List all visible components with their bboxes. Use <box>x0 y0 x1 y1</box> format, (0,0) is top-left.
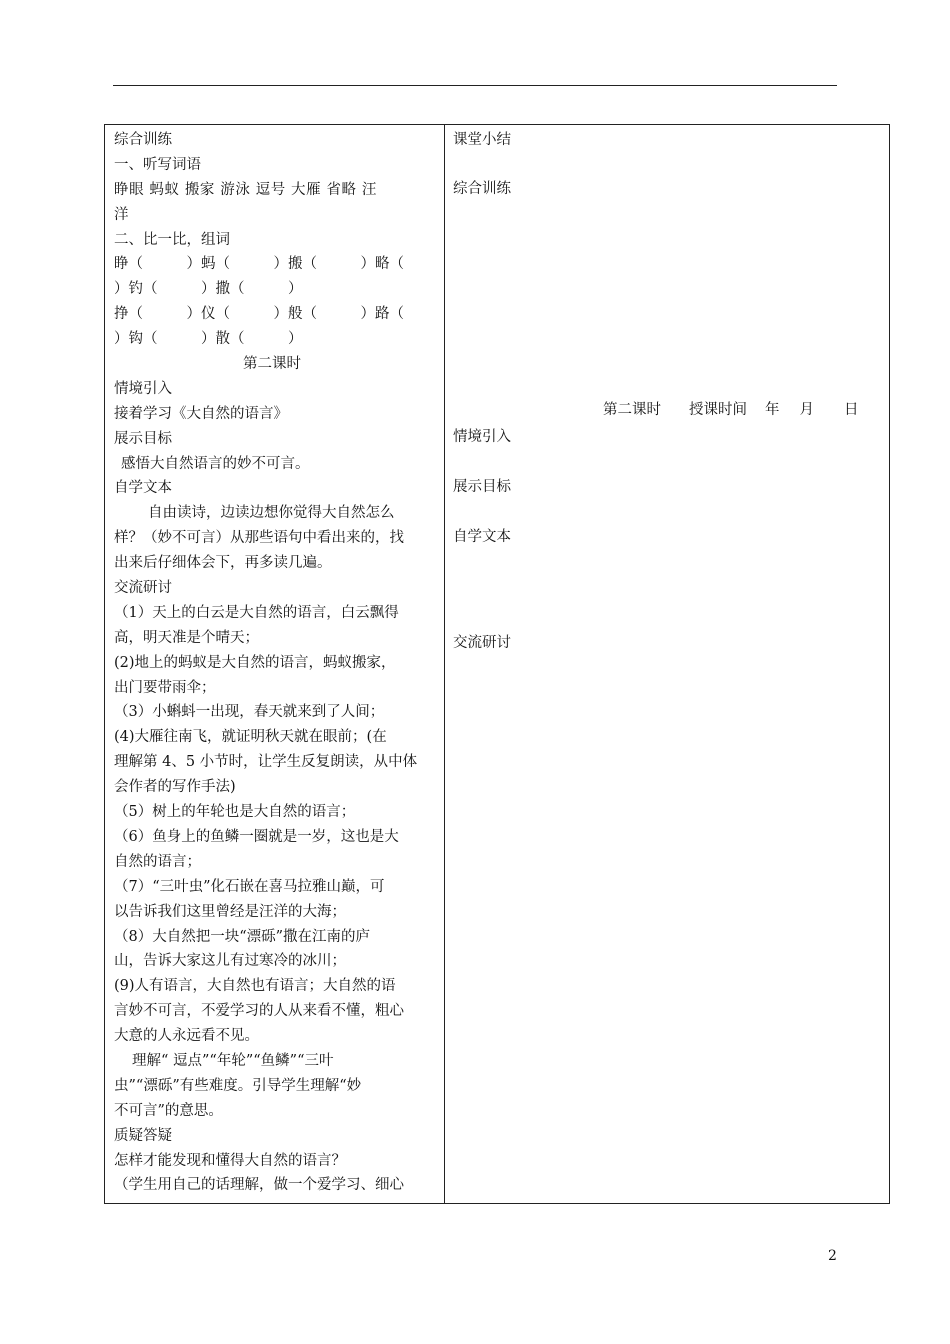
goal-label: 展示目标 <box>453 479 511 495</box>
text-line: (4)大雁往南飞，就证明秋天就在眼前；(在 <box>114 729 387 746</box>
text-line: 感悟大自然语言的妙不可言。 <box>121 455 310 472</box>
text-line: 高，明天准是个晴天； <box>114 629 259 646</box>
text-line: 大意的人永远看不见。 <box>114 1028 259 1045</box>
page-number: 2 <box>828 1248 837 1264</box>
lesson-plan-table <box>104 124 890 1204</box>
text-line: 以告诉我们这里曾经是汪洋的大海； <box>114 903 346 920</box>
text-line: 不可言”的意思。 <box>114 1102 223 1119</box>
text-line: （学生用自己的话理解，做一个爱学习、细心 <box>114 1177 404 1194</box>
text-line: 自由读诗，边读边想你觉得大自然怎么 <box>148 505 395 522</box>
text-line: 会作者的写作手法) <box>114 779 236 796</box>
text-line: （1）天上的白云是大自然的语言，白云飘得 <box>114 604 399 621</box>
compare-row: ）钓（ ）撒（ ） <box>114 281 303 298</box>
column-divider <box>444 125 445 1203</box>
text-line: 山，告诉大家这儿有过寒冷的冰川； <box>114 953 346 970</box>
text-line: （7）“三叶虫”化石嵌在喜马拉雅山巅，可 <box>114 878 385 895</box>
text-line: （5）树上的年轮也是大自然的语言； <box>114 804 356 821</box>
text-line: 接着学习《大自然的语言》 <box>114 405 288 422</box>
text-line: 理解第 4、5 小节时，让学生反复朗读，从中体 <box>114 754 418 771</box>
text-line: 虫”“漂砾”有些难度。引导学生理解“妙 <box>114 1077 362 1094</box>
text-line: (9)人有语言，大自然也有语言；大自然的语 <box>114 978 396 995</box>
schedule-time-label: 授课时间 <box>689 402 747 418</box>
text-line: 出门要带雨伞； <box>114 679 216 696</box>
text-line: 言妙不可言，不爱学习的人从来看不懂，粗心 <box>114 1003 404 1020</box>
lesson-schedule <box>603 398 859 423</box>
section-heading: 自学文本 <box>114 480 172 497</box>
text-line: 样？（妙不可言）从那些语句中看出来的，找 <box>114 530 404 547</box>
text-line: 自然的语言； <box>114 853 201 870</box>
section-heading: 展示目标 <box>114 430 172 447</box>
discussion-label: 交流研讨 <box>453 635 511 651</box>
text-line: （8）大自然把一块“漂砾”撒在江南的庐 <box>114 928 371 945</box>
compare-row: ）钩（ ）散（ ） <box>114 331 303 348</box>
class-summary-label: 课堂小结 <box>453 132 511 148</box>
dictation-words: 睁眼 蚂蚁 搬家 游泳 逗号 大雁 省略 汪 <box>114 181 377 198</box>
schedule-day: 日 <box>844 402 859 418</box>
section-heading: 交流研讨 <box>114 580 172 597</box>
text-line: 怎样才能发现和懂得大自然的语言？ <box>114 1152 346 1169</box>
compare-row: 挣（ ）仪（ ）般（ ）路（ <box>114 306 404 323</box>
text-line: (2)地上的蚂蚁是大自然的语言，蚂蚁搬家， <box>114 654 396 671</box>
text-line: （3）小蝌蚪一出现，春天就来到了人间； <box>114 704 385 721</box>
section-heading: 综合训练 <box>114 132 172 148</box>
intro-label: 情境引入 <box>453 429 511 445</box>
text-line: 理解“ 逗点”“年轮”“鱼鳞”“三叶 <box>132 1052 334 1069</box>
text-line: （6）鱼身上的鱼鳞一圈就是一岁，这也是大 <box>114 828 399 845</box>
schedule-month: 月 <box>799 402 814 418</box>
compare-row: 睁（ ）蚂（ ）搬（ ）略（ <box>114 256 404 273</box>
text-line: 出来后仔细体会下，再多读几遍。 <box>114 555 332 572</box>
section-heading: 质疑答疑 <box>114 1127 172 1144</box>
schedule-year: 年 <box>765 402 780 418</box>
exercise-heading: 一、听写词语 <box>114 156 201 173</box>
exercise-heading: 二、比一比，组词 <box>114 231 230 248</box>
selfstudy-label: 自学文本 <box>453 529 511 545</box>
schedule-lesson: 第二课时 <box>603 402 661 418</box>
header-rule <box>113 85 837 86</box>
lesson-title: 第二课时 <box>243 356 301 373</box>
dictation-words-cont: 洋 <box>114 206 129 223</box>
left-column <box>114 128 440 1198</box>
training-label: 综合训练 <box>453 181 511 197</box>
section-heading: 情境引入 <box>114 380 172 397</box>
